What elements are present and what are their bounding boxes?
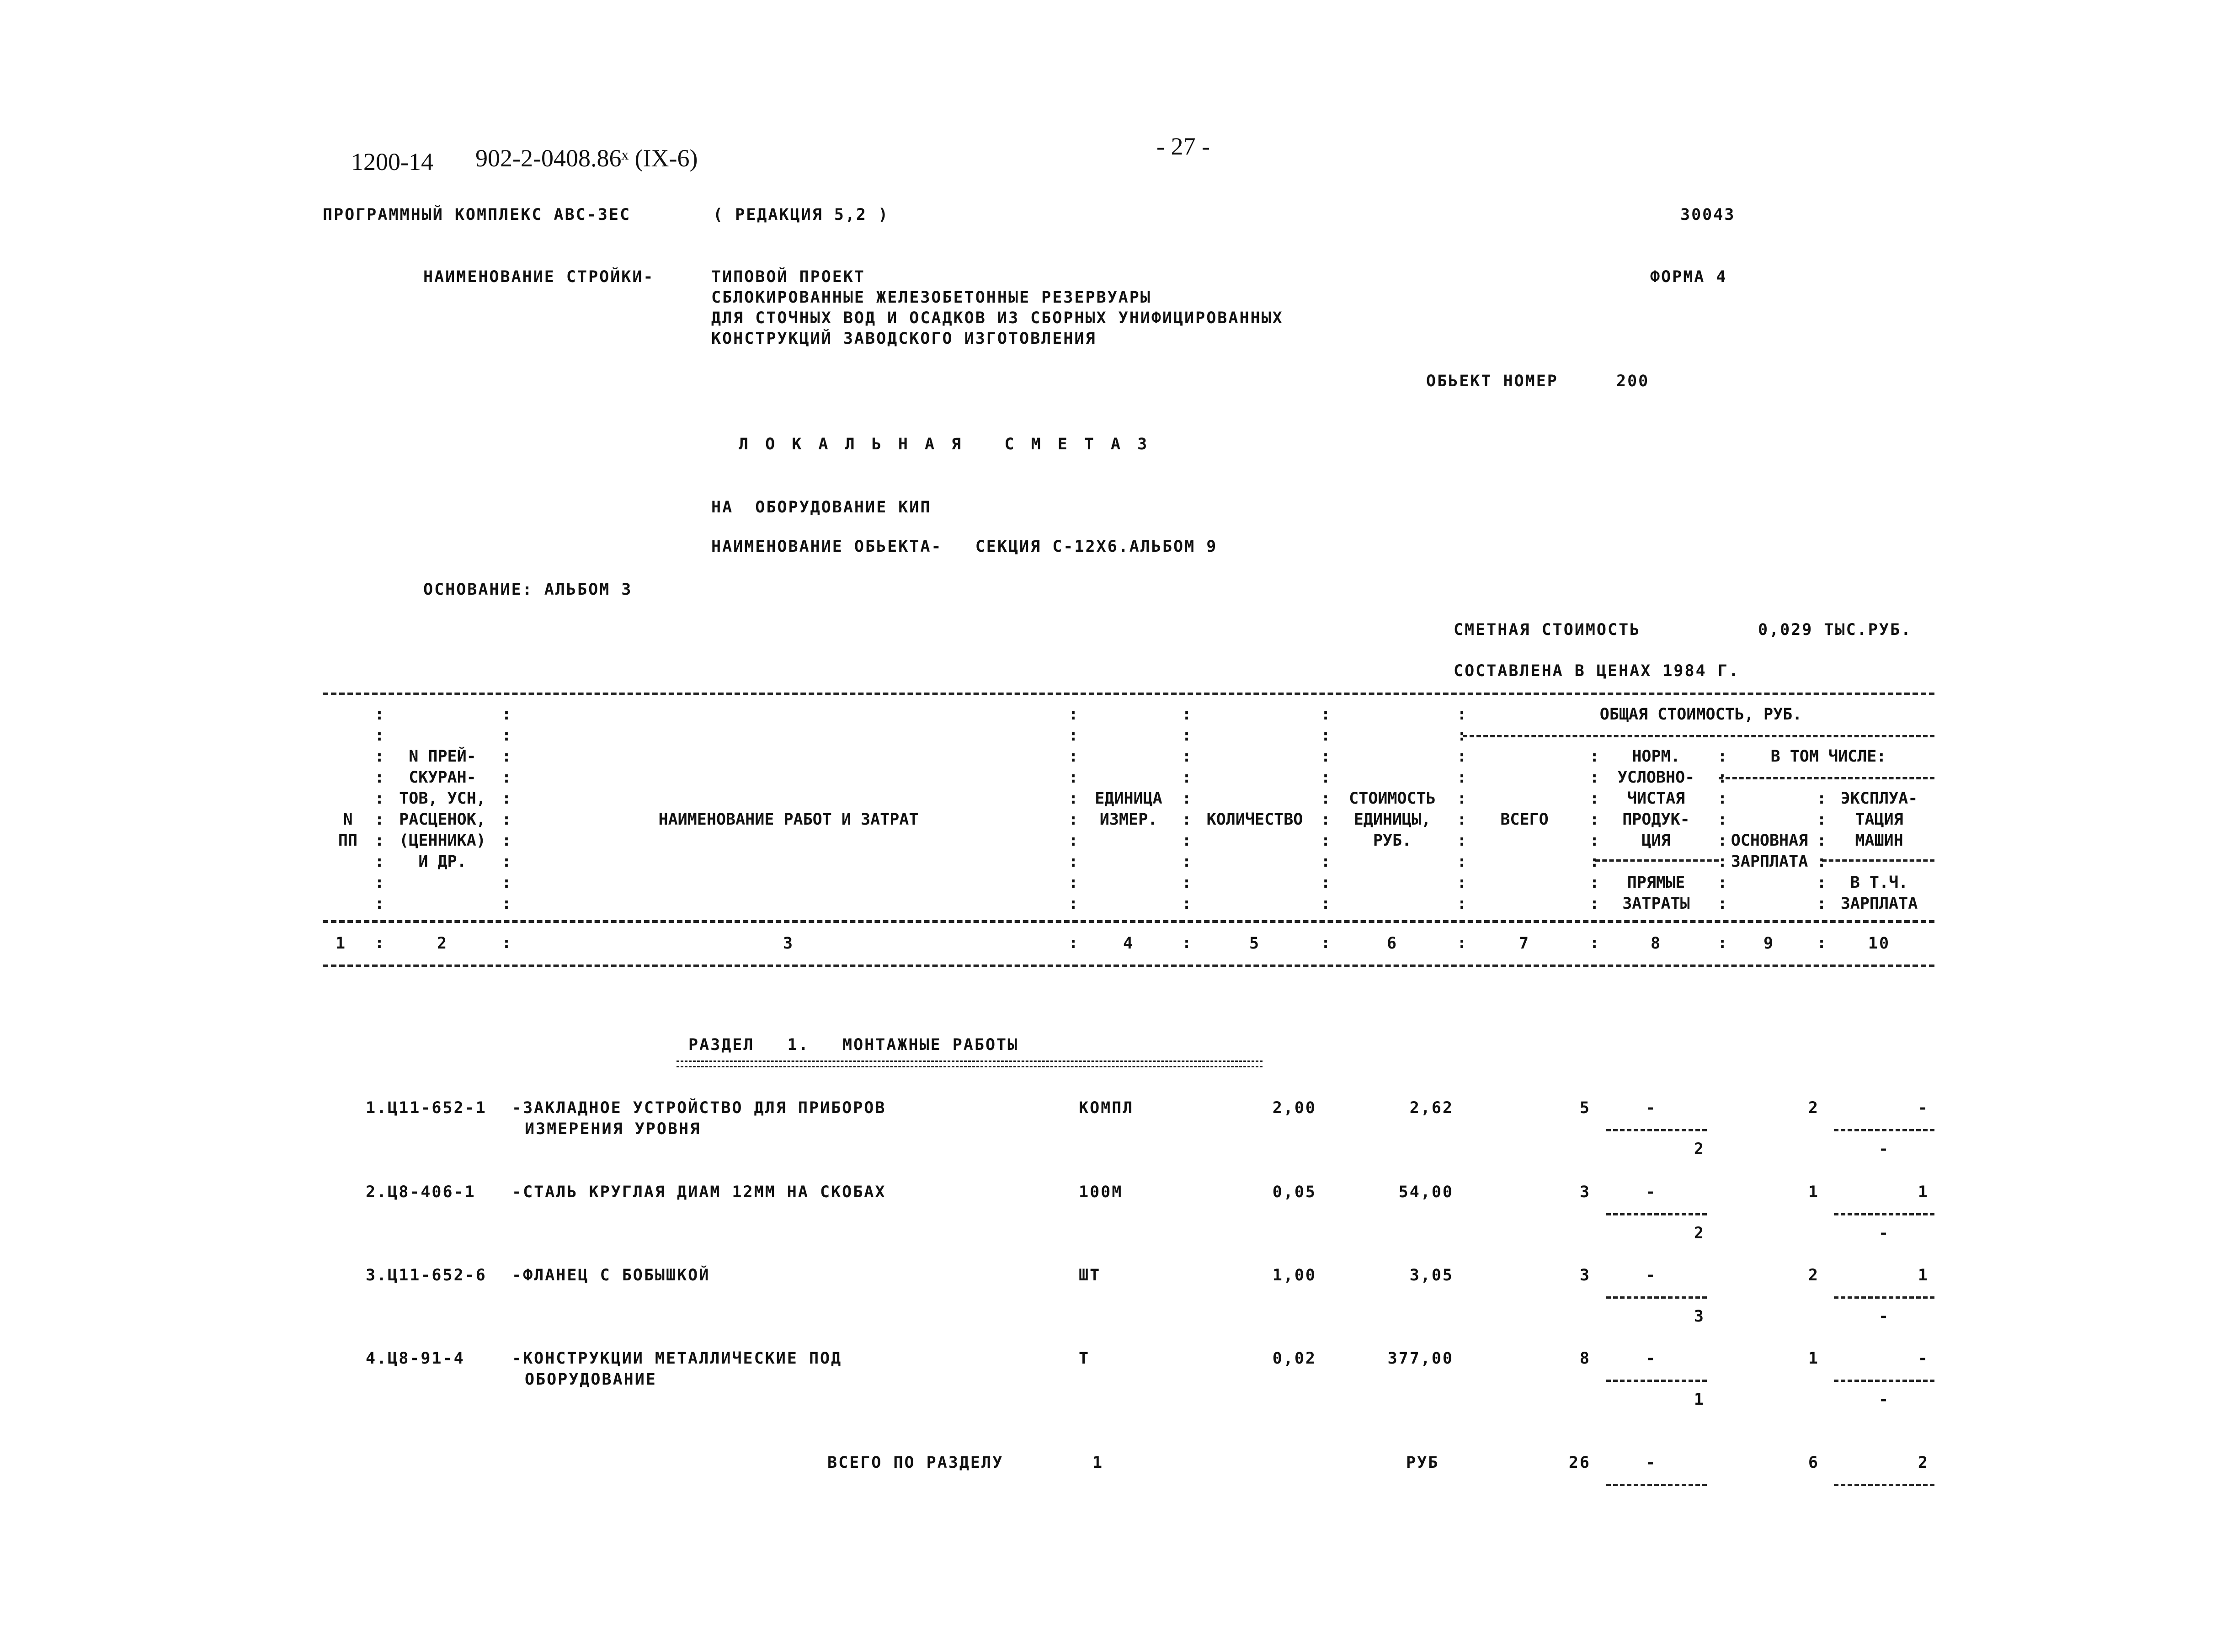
row-unit: КОМПЛ (1079, 1099, 1134, 1117)
section-title: РАЗДЕЛ 1. МОНТАЖНЫЕ РАБОТЫ (688, 1036, 1019, 1054)
col-number-3: 3 (783, 934, 794, 953)
col-number-4: 4 (1123, 934, 1135, 953)
separator: : (1068, 934, 1078, 952)
prices-year: СОСТАВЛЕНА В ЦЕНАХ 1984 Г. (1454, 662, 1740, 680)
separator: : : : : : : : : : : (1068, 705, 1078, 913)
col-number-6: 6 (1386, 934, 1398, 953)
program-edition: ( РЕДАКЦИЯ 5,2 ) (713, 206, 890, 224)
header-machines-wage: В Т.Ч. ЗАРПЛАТА (1840, 874, 1918, 913)
section-total-sum: 26 (1568, 1454, 1591, 1472)
separator: : : : : : : : : (1717, 747, 1727, 913)
row-total: 3 (1579, 1183, 1591, 1201)
row-name: -СТАЛЬ КРУГЛАЯ ДИАМ 12ММ НА СКОБАХ (512, 1183, 886, 1201)
separator: : : : : : : : : : : (501, 705, 511, 913)
separator: : : : : : : : : : : (1457, 705, 1467, 913)
header-total-group: ОБЩАЯ СТОИМОСТЬ, РУБ. (1599, 705, 1802, 724)
separator: : (501, 934, 511, 952)
row-code: 2.Ц8-406-1 (366, 1183, 476, 1201)
estimate-title: Л О К А Л Ь Н А Я С М Е Т А 3 (739, 435, 1151, 453)
row-machines-wage: - (1878, 1391, 1890, 1409)
row-fraction-line (1606, 1380, 1707, 1382)
row-direct: 1 (1694, 1391, 1705, 1409)
row-wage: 2 (1808, 1099, 1819, 1117)
doc-code-left: 1200-14 (351, 148, 433, 176)
row-wage: 2 (1808, 1266, 1819, 1284)
row-total: 3 (1579, 1266, 1591, 1284)
section-total-line (1606, 1484, 1707, 1486)
object-number: 200 (1616, 372, 1650, 390)
header-norm-production: НОРМ. УСЛОВНО- ЧИСТАЯ ПРОДУК- ЦИЯ (1617, 747, 1695, 850)
row-name: -КОНСТРУКЦИИ МЕТАЛЛИЧЕСКИЕ ПОД (512, 1349, 842, 1368)
construction-label: НАИМЕНОВАНИЕ СТРОЙКИ- (423, 268, 655, 286)
separator: : (1457, 934, 1467, 952)
row-fraction-line (1834, 1380, 1934, 1382)
row-machines: 1 (1918, 1266, 1929, 1284)
row-unit-cost: 377,00 (1387, 1349, 1454, 1368)
row-quantity: 1,00 (1272, 1266, 1316, 1284)
row-name-cont: ОБОРУДОВАНИЕ (525, 1370, 657, 1389)
separator: : (1182, 934, 1192, 952)
header-unit-cost: СТОИМОСТЬ ЕДИНИЦЫ, РУБ. (1349, 789, 1436, 850)
cost-value: 0,029 ТЫС.РУБ. (1758, 621, 1913, 639)
header-including: В ТОМ ЧИСЛЕ: (1770, 747, 1886, 766)
col-number-7: 7 (1518, 934, 1530, 953)
row-fraction-line (1606, 1213, 1707, 1215)
header-work-name: НАИМЕНОВАНИЕ РАБОТ И ЗАТРАТ (658, 810, 919, 829)
row-total: 5 (1579, 1099, 1591, 1117)
col-number-1: 1 (335, 934, 347, 953)
header-unit: ЕДИНИЦА ИЗМЕР. (1095, 789, 1162, 829)
header-machines: ЭКСПЛУА- ТАЦИЯ МАШИН (1840, 789, 1918, 850)
separator: : : : : : : : : : : (1321, 705, 1331, 913)
row-fraction-line (1834, 1213, 1934, 1215)
construction-line-2: СБЛОКИРОВАННЫЕ ЖЕЛЕЗОБЕТОННЫЕ РЕЗЕРВУАРЫ (711, 288, 1151, 307)
table-header-bottom-line (323, 920, 1934, 923)
col-number-9: 9 (1763, 934, 1775, 953)
row-unit: Т (1079, 1349, 1090, 1368)
col-number-5: 5 (1249, 934, 1261, 953)
row-total: 8 (1579, 1349, 1591, 1368)
program-number: 30043 (1680, 206, 1736, 224)
section-underline (677, 1060, 1263, 1067)
header-mach-line (1822, 859, 1934, 862)
header-price-list: N ПРЕЙ- СКУРАН- ТОВ, УСН, РАСЦЕНОК, (ЦЕННИКА) И ДР. (399, 747, 486, 871)
section-total-label: ВСЕГО ПО РАЗДЕЛУ (827, 1454, 1004, 1472)
header-incl-line (1719, 777, 1934, 779)
separator: : : : : : : : : : : (374, 705, 384, 913)
row-wage: 1 (1808, 1349, 1819, 1368)
row-code: 4.Ц8-91-4 (366, 1349, 465, 1368)
row-machines: 1 (1918, 1183, 1929, 1201)
section-total-line (1834, 1484, 1934, 1486)
row-norm: - (1646, 1349, 1657, 1368)
section-total-norm: - (1646, 1454, 1657, 1472)
page-number: - 27 - (1156, 133, 1210, 160)
header-number: N ПП (338, 810, 358, 850)
col-number-10: 10 (1868, 934, 1891, 953)
header-base-wage: ОСНОВНАЯ ЗАРПЛАТА (1731, 831, 1808, 871)
row-fraction-line (1834, 1129, 1934, 1131)
row-name-cont: ИЗМЕРЕНИЯ УРОВНЯ (525, 1120, 701, 1138)
form-label: ФОРМА 4 (1650, 268, 1727, 286)
table-top-line (323, 693, 1934, 695)
row-code: 1.Ц11-652-1 (366, 1099, 487, 1117)
row-unit: 100М (1079, 1183, 1123, 1201)
row-name: -ФЛАНЕЦ С БОБЫШКОЙ (512, 1266, 710, 1284)
section-total-unit: РУБ (1406, 1454, 1439, 1472)
row-quantity: 2,00 (1272, 1099, 1316, 1117)
separator: : (374, 934, 384, 952)
section-total-number: 1 (1092, 1454, 1104, 1472)
object-name: НАИМЕНОВАНИЕ ОБЬЕКТА- СЕКЦИЯ С-12Х6.АЛЬБОМ 9 (711, 538, 1218, 556)
row-fraction-line (1606, 1129, 1707, 1131)
row-unit: ШТ (1079, 1266, 1101, 1284)
col-number-2: 2 (437, 934, 448, 953)
row-quantity: 0,05 (1272, 1183, 1316, 1201)
col-number-8: 8 (1650, 934, 1662, 953)
row-fraction-line (1834, 1296, 1934, 1299)
header-total-all: ВСЕГО (1500, 810, 1549, 829)
row-name: -ЗАКЛАДНОЕ УСТРОЙСТВО ДЛЯ ПРИБОРОВ (512, 1099, 886, 1117)
row-norm: - (1646, 1099, 1657, 1117)
cost-label: СМЕТНАЯ СТОИМОСТЬ (1454, 621, 1641, 639)
separator: : (1817, 934, 1827, 952)
separator: : (1717, 934, 1727, 952)
object-label: ОБЬЕКТ НОМЕР (1426, 372, 1558, 390)
doc-code: 902-2-0408.86ˣ (IX-6) (475, 144, 698, 172)
header-group-line (1463, 735, 1934, 737)
section-total-wage: 6 (1808, 1454, 1819, 1472)
construction-line-4: КОНСТРУКЦИЙ ЗАВОДСКОГО ИЗГОТОВЛЕНИЯ (711, 330, 1097, 348)
header-norm-line (1595, 859, 1719, 862)
construction-line-1: ТИПОВОЙ ПРОЕКТ (711, 268, 866, 286)
row-machines-wage: - (1878, 1224, 1890, 1242)
section-total-machines: 2 (1918, 1454, 1929, 1472)
row-norm: - (1646, 1266, 1657, 1284)
separator: : (1589, 934, 1599, 952)
header-direct-costs: ПРЯМЫЕ ЗАТРАТЫ (1622, 874, 1690, 913)
row-unit-cost: 54,00 (1398, 1183, 1454, 1201)
program-label: ПРОГРАММНЫЙ КОМПЛЕКС АВС-3ЕС (323, 206, 631, 224)
row-unit-cost: 3,05 (1409, 1266, 1454, 1284)
row-machines-wage: - (1878, 1307, 1890, 1326)
separator: : : : : : : : : : : (1182, 705, 1192, 913)
table-colnum-bottom-line (323, 965, 1934, 967)
row-wage: 1 (1808, 1183, 1819, 1201)
header-quantity: КОЛИЧЕСТВО (1206, 810, 1303, 829)
for-line: НА ОБОРУДОВАНИЕ КИП (711, 498, 932, 517)
separator: : (1321, 934, 1331, 952)
construction-line-3: ДЛЯ СТОЧНЫХ ВОД И ОСАДКОВ ИЗ СБОРНЫХ УНИФИЦИРОВАННЫХ (711, 309, 1284, 327)
row-fraction-line (1606, 1296, 1707, 1299)
row-direct: 2 (1694, 1224, 1705, 1242)
row-direct: 3 (1694, 1307, 1705, 1326)
row-machines-wage: - (1878, 1140, 1890, 1158)
row-unit-cost: 2,62 (1409, 1099, 1454, 1117)
basis: ОСНОВАНИЕ: АЛЬБОМ 3 (423, 581, 633, 599)
row-direct: 2 (1694, 1140, 1705, 1158)
row-machines: - (1918, 1099, 1929, 1117)
row-code: 3.Ц11-652-6 (366, 1266, 487, 1284)
separator: : : : : : : (1817, 789, 1827, 913)
row-quantity: 0,02 (1272, 1349, 1316, 1368)
separator: : : : : : : : : (1589, 747, 1599, 913)
row-machines: - (1918, 1349, 1929, 1368)
row-norm: - (1646, 1183, 1657, 1201)
